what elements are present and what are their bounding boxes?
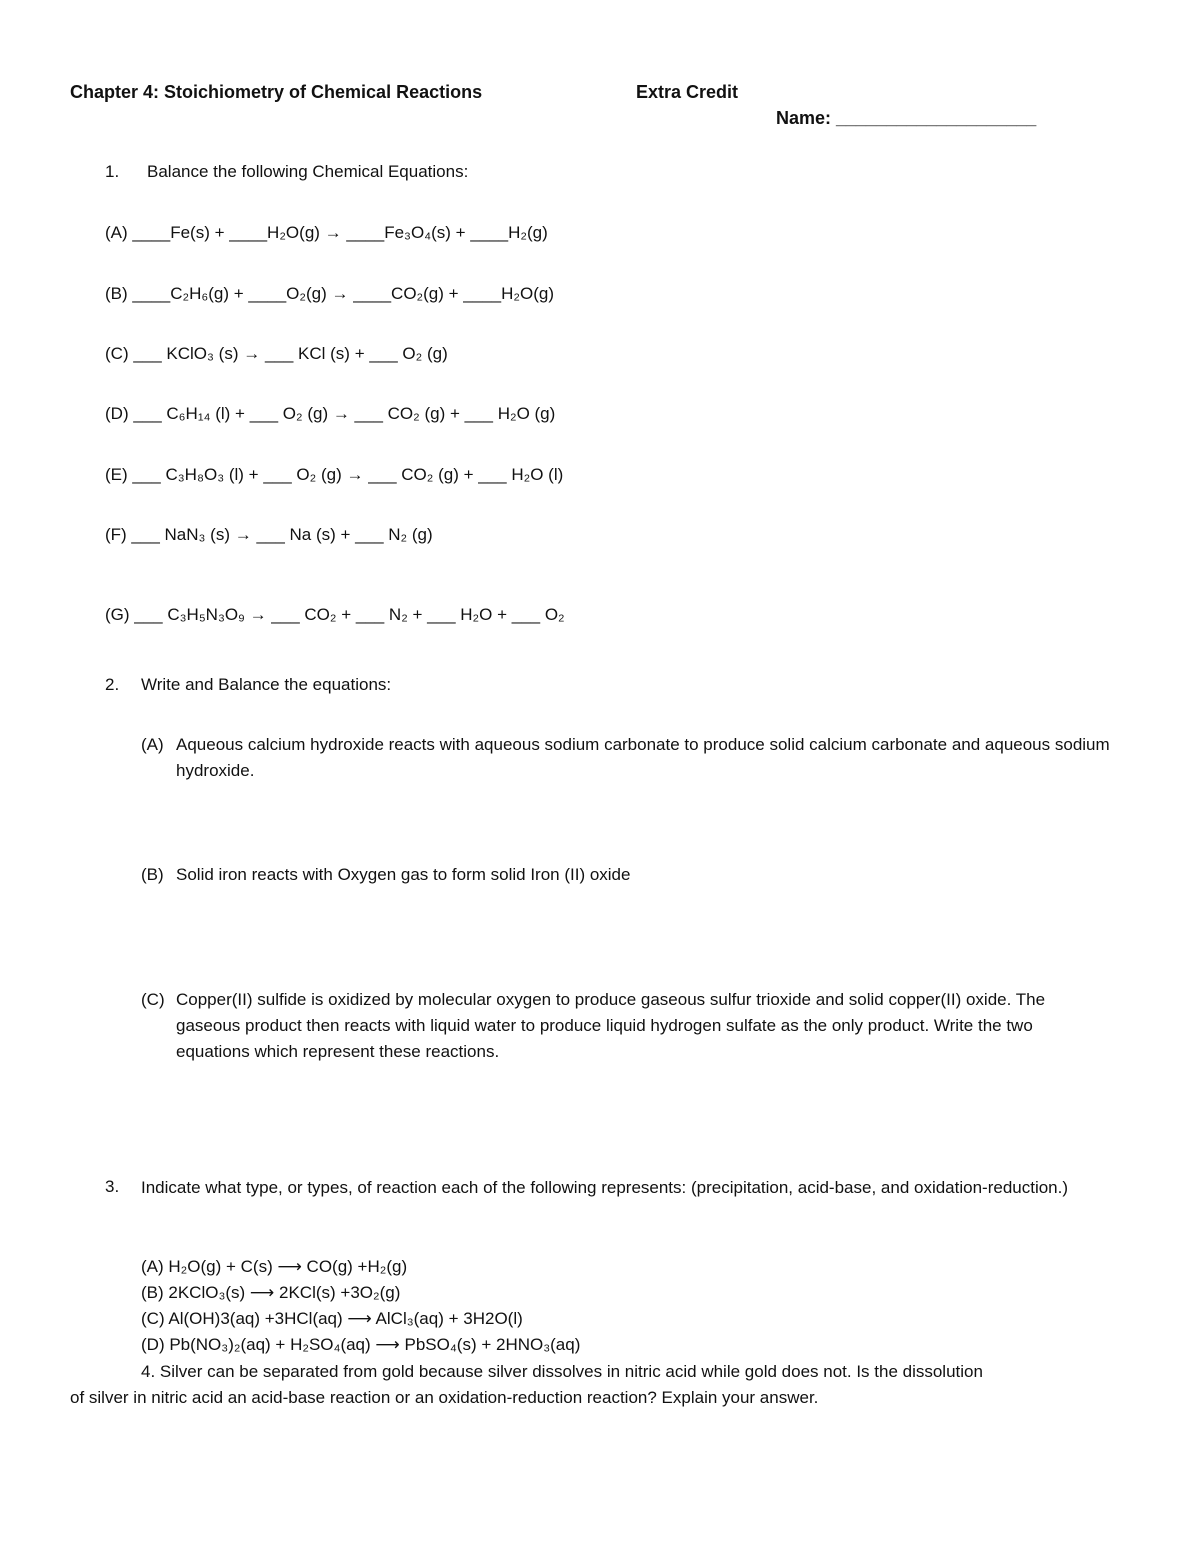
q2-number: 2. <box>105 675 120 694</box>
equation-e: (E) ___ C₃H₈O₃ (l) + ___ O₂ (g) → ___ CO₂ (g) + ___ H₂O (l) <box>105 465 564 484</box>
q3-item-b: (B) 2KClO₃(s) ⟶ 2KCl(s) +3O₂(g) <box>141 1283 401 1302</box>
equation-d: (D) ___ C₆H₁₄ (l) + ___ O₂ (g) → ___ CO₂ (g) + ___ H₂O (g) <box>105 404 556 423</box>
q4-line-1: 4. Silver can be separated from gold because silver dissolves in nitric acid while gold does not. Is the dissolution <box>141 1362 983 1381</box>
q3-item-c: (C) Al(OH)3(aq) +3HCl(aq) ⟶ AlCl₃(aq) + 3H2O(l) <box>141 1309 523 1328</box>
q2-c-text: Copper(II) sulfide is oxidized by molecular oxygen to produce gaseous sulfur trioxide and solid copper(II) oxide. The gaseous product then reacts with liquid water to produce liquid hydrogen sulfate as the only product. Write the two equations which represent these reactions. <box>176 990 1046 1061</box>
equation-a: (A) ____Fe(s) + ____H₂O(g) → ____Fe₃O₄(s) + ____H₂(g) <box>105 223 548 242</box>
q3-item-d: (D) Pb(NO₃)₂(aq) + H₂SO₄(aq) ⟶ PbSO₄(s) + 2HNO₃(aq) <box>141 1335 581 1354</box>
name-field[interactable]: Name: ____________________ <box>776 108 1037 128</box>
equation-g: (G) ___ C₃H₅N₃O₉ → ___ CO₂ + ___ N₂ + ___ H₂O + ___ O₂ <box>105 605 565 624</box>
q2-prompt: Write and Balance the equations: <box>141 675 392 694</box>
equation-c: (C) ___ KClO₃ (s) → ___ KCl (s) + ___ O₂ (g) <box>105 344 448 363</box>
q3-number: 3. <box>105 1177 120 1196</box>
q2-a-label: (A) <box>141 735 164 754</box>
q1-prompt: Balance the following Chemical Equations: <box>147 162 469 181</box>
q2-a-text: Aqueous calcium hydroxide reacts with aqueous sodium carbonate to produce solid calcium carbonate and aqueous sodium hydroxide. <box>176 735 1110 780</box>
q4-line-2: of silver in nitric acid an acid-base reaction or an oxidation-reduction reaction? Explain your answer. <box>70 1388 819 1407</box>
q1-number: 1. <box>105 162 120 181</box>
extra-credit-label: Extra Credit <box>636 82 739 102</box>
q2-b-text: Solid iron reacts with Oxygen gas to form solid Iron (II) oxide <box>176 865 631 884</box>
q3-prompt: Indicate what type, or types, of reaction each of the following represents: (precipitation, acid-base, and oxidation-reduction.) <box>141 1178 1069 1197</box>
page-title: Chapter 4: Stoichiometry of Chemical Reactions <box>70 82 483 102</box>
q2-c-label: (C) <box>141 990 165 1009</box>
q2-b-label: (B) <box>141 865 164 884</box>
q3-item-a: (A) H₂O(g) + C(s) ⟶ CO(g) +H₂(g) <box>141 1257 408 1276</box>
equation-b: (B) ____C₂H₆(g) + ____O₂(g) → ____CO₂(g) + ____H₂O(g) <box>105 284 554 303</box>
equation-f: (F) ___ NaN₃ (s) → ___ Na (s) + ___ N₂ (g) <box>105 525 433 544</box>
